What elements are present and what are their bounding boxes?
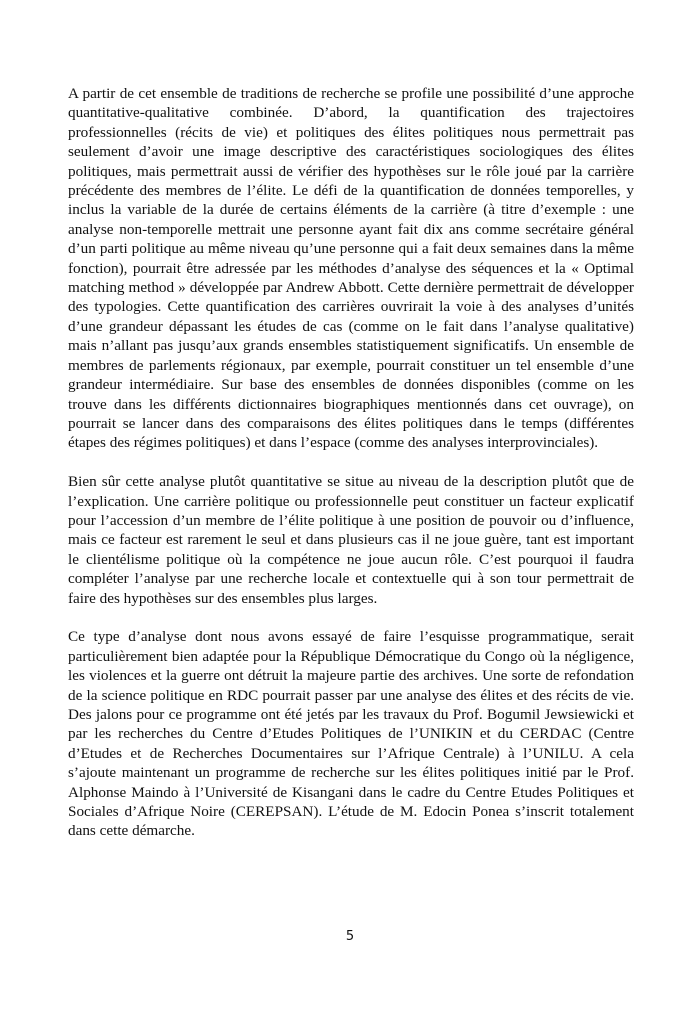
page-number: 5: [345, 929, 355, 944]
paragraph-3: Ce type d’analyse dont nous avons essayé de faire l’esquisse programmatique, serait particulièrement bien adaptée pour la République Démocratique du Congo où la négligence, les violences et la guerre ont détruit la majeure partie des archives. Une sorte de refondation de la science politique en RDC pourrait passer par une analyse des élites et des récits de vie. Des jalons pour ce programme ont été jetés par les travaux du Prof. Bogumil Jewsiewicki et par les recherches du Centre d’Etudes Politiques de l’UNIKIN et du CERDAC (Centre d’Etudes et de Recherches Documentaires sur l’Afrique Centrale) à l’UNILU. A cela s’ajoute maintenant un programme de recherche sur les élites politiques initié par le Prof. Alphonse Maindo à l’Université de Kisangani dans le cadre du Centre Etudes Politiques et Sociales d’Afrique Noire (CEREPSAN). L’étude de M. Edocin Ponea s’inscrit totalement dans cette démarche.: [68, 628, 634, 840]
paragraph-1: A partir de cet ensemble de traditions de recherche se profile une possibilité d’une approche quantitative-qualitative combinée. D’abord, la quantification des trajectoires professionnelles (récits de vie) et politiques des élites politiques nous permettrait pas seulement d’avoir une image descriptive des caractéristiques sociologiques des élites politiques, mais permettrait aussi de vérifier des hypothèses sur le rôle joué par la carrière précédente des membres de l’élite. Le défi de la quantification de données temporelles, y inclus la variable de la durée de certains éléments de la carrière (à titre d’exemple : une analyse non-temporelle mettrait une personne ayant fait dix ans comme secrétaire général d’un parti politique au même niveau qu’une personne qui a fait deux semaines dans la même fonction), pourrait être adressée par les méthodes d’analyse des séquences et la « Optimal matching method » développée par Andrew Abbott. Cette dernière permettrait de développer des typologies. Cette quantification des carrières ouvrirait la voie à des analyses d’unités d’une grandeur dépassant les études de cas (comme on le fait dans l’analyse qualitative) mais n’allant pas jusqu’aux grands ensembles statistiquement significatifs. Un ensemble de membres de parlements régionaux, par exemple, pourrait constituer un tel ensemble d’une grandeur intermédiaire. Sur base des ensembles de données disponibles (comme on les trouve dans les différents dictionnaires biographiques mentionnés dans cet ouvrage), on pourrait se lancer dans des comparaisons des élites politiques dans le temps (différentes étapes des régimes politiques) et dans l’espace (comme des analyses interprovinciales).: [68, 85, 634, 452]
paragraph-2: Bien sûr cette analyse plutôt quantitative se situe au niveau de la description plutôt que de l’explication. Une carrière politique ou professionnelle peut constituer un facteur explicatif pour l’accession d’un membre de l’élite politique à une position de pouvoir ou d’influence, mais ce facteur est rarement le seul et dans plusieurs cas il ne joue guère, tant est important le clientélisme politique où la compétence ne joue aucun rôle. C’est pourquoi il faudra compléter l’analyse par une recherche locale et contextuelle qui à son tour permettrait de faire des hypothèses sur des ensembles plus larges.: [68, 473, 634, 607]
body-text: [68, 84, 634, 860]
